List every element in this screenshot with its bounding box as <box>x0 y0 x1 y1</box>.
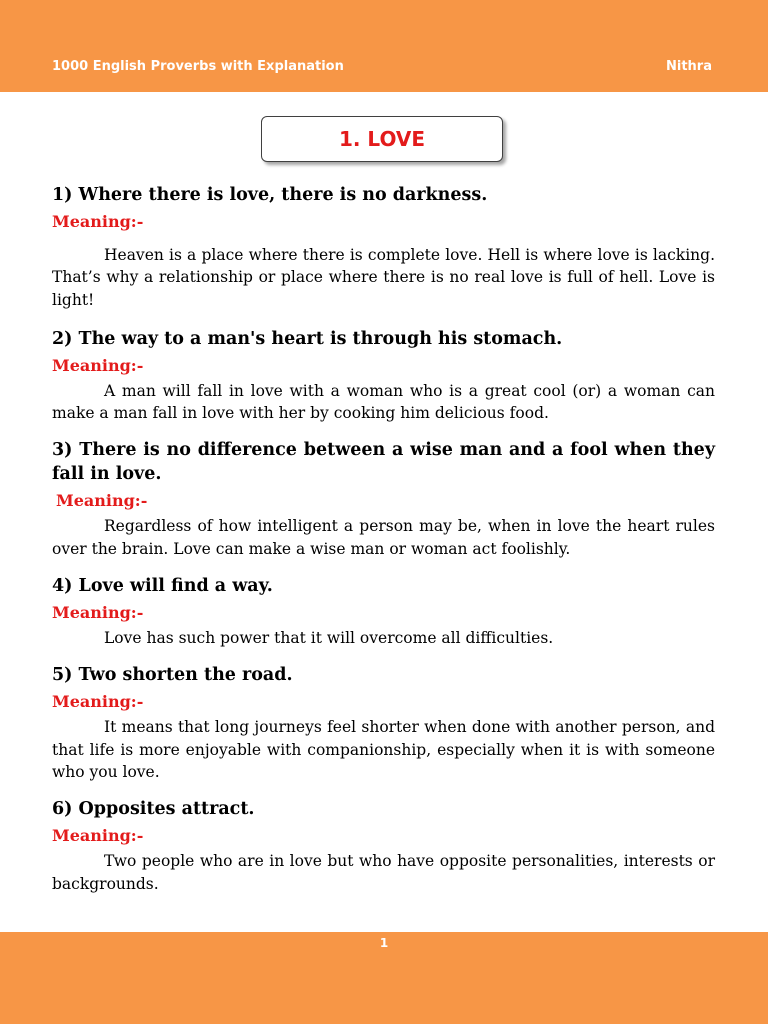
proverb-explanation: A man will fall in love with a woman who is a great cool (or) a woman can make a man fall in love with her by cooking him delicious food. <box>52 381 715 423</box>
proverb-entry <box>52 183 715 311</box>
meaning-label: Meaning:- <box>56 491 148 511</box>
chapter-title: 1. LOVE <box>338 127 426 151</box>
proverb-explanation: Two people who are in love but who have opposite personalities, interests or backgrounds. <box>52 852 715 893</box>
meaning-label: Meaning:- <box>52 212 144 231</box>
proverb-entry <box>52 327 715 425</box>
meaning-label: Meaning:- <box>52 692 144 712</box>
proverb-explanation: It means that long journeys feel shorter when done with another person, and that life is more enjoyable with companionship, especially when it is with someone who you love. <box>52 718 715 781</box>
proverb-entry <box>52 797 715 895</box>
proverb-heading: 3) There is no difference between a wise man and a fool when they fall in love. <box>52 440 715 485</box>
meaning-label: Meaning:- <box>52 826 144 846</box>
proverb-explanation: Heaven is a place where there is complete love. Hell is where love is lacking. That’s why a relationship or place where there is no real love is full of hell. Love is light! <box>52 246 715 309</box>
meaning-label: Meaning:- <box>52 603 144 623</box>
meaning-label: Meaning:- <box>52 355 144 375</box>
proverb-entry <box>52 438 715 560</box>
proverb-list <box>52 183 715 895</box>
page-footer <box>0 932 768 1024</box>
proverb-heading: 6) Opposites attract. <box>52 799 255 820</box>
proverb-heading: 5) Two shorten the road. <box>52 665 293 686</box>
book-title: 1000 English Proverbs with Explanation <box>52 59 344 74</box>
proverb-explanation: Regardless of how intelligent a person may be, when in love the heart rules over the brain. Love can make a wise man or woman act foolishly. <box>52 517 715 558</box>
page-number: 1 <box>379 936 389 950</box>
proverb-heading: 2) The way to a man's heart is through his stomach. <box>52 328 563 349</box>
proverb-explanation: Love has such power that it will overcome all difficulties. <box>104 629 554 648</box>
publisher-name: Nithra <box>666 59 712 74</box>
proverb-entry <box>52 574 715 649</box>
proverb-heading: 1) Where there is love, there is no darkness. <box>52 185 488 205</box>
page-header <box>0 0 768 92</box>
proverb-heading: 4) Love will find a way. <box>52 576 273 597</box>
chapter-title-box <box>261 116 503 162</box>
proverb-entry <box>52 663 715 783</box>
